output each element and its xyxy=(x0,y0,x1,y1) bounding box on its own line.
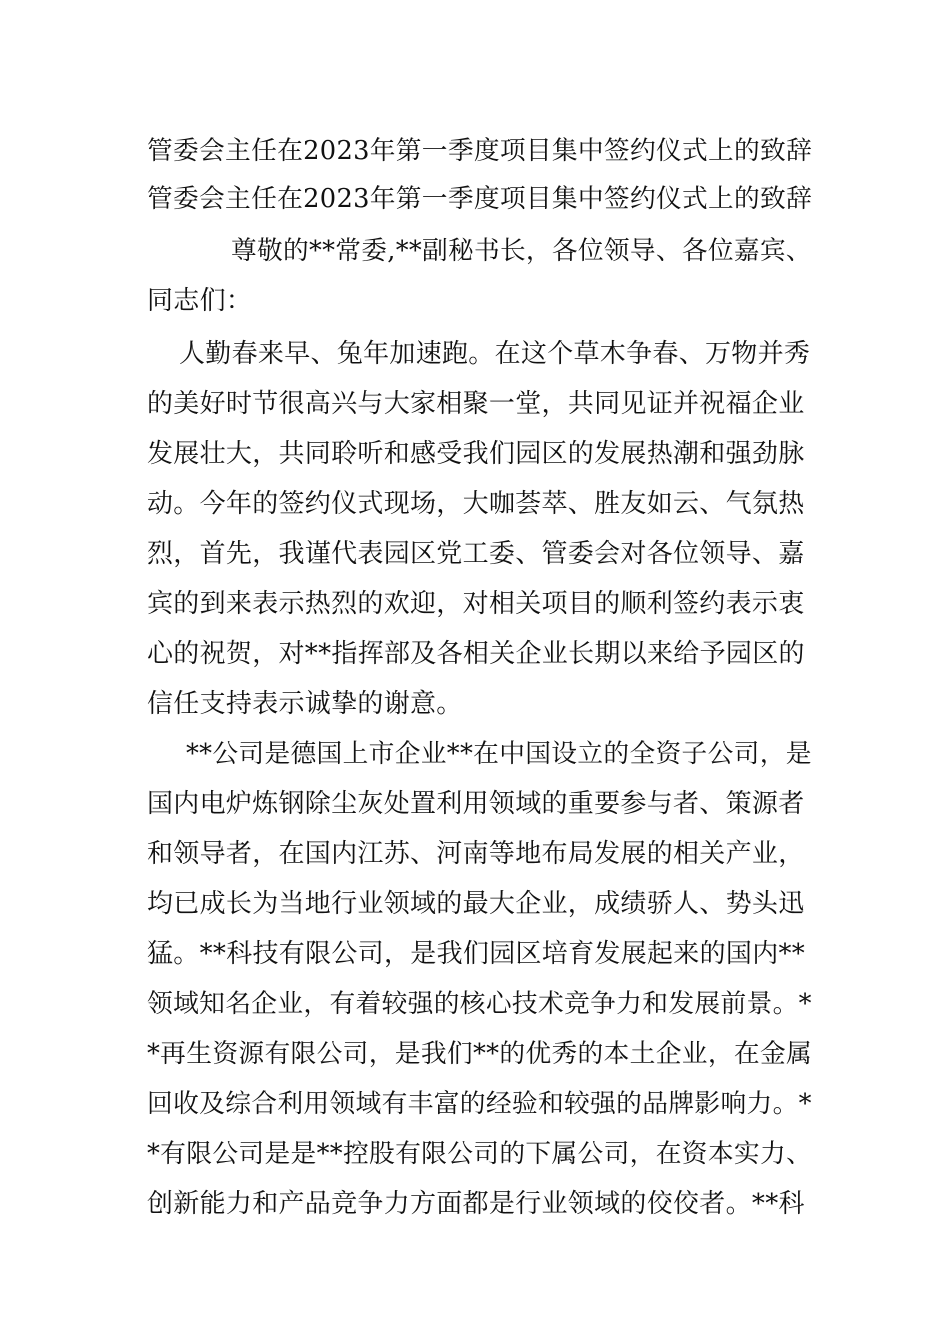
paragraph-line: *再生资源有限公司，是我们**的优秀的本土企业，在金属 xyxy=(147,1039,813,1069)
paragraph-line: 烈，首先，我谨代表园区党工委、管委会对各位领导、嘉 xyxy=(147,539,805,569)
document-title: 管委会主任在2023年第一季度项目集中签约仪式上的致辞 xyxy=(147,136,813,166)
greeting-line: 尊敬的**常委,**副秘书长，各位领导、各位嘉宾、 xyxy=(231,236,812,266)
paragraph-line: 宾的到来表示热烈的欢迎，对相关项目的顺利签约表示衷 xyxy=(147,589,805,619)
greeting-line: 同志们： xyxy=(147,286,253,316)
paragraph-line: 动。今年的签约仪式现场，大咖荟萃、胜友如云、气氛热 xyxy=(147,489,805,519)
paragraph-line: 回收及综合利用领域有丰富的经验和较强的品牌影响力。* xyxy=(147,1089,812,1119)
paragraph-line: 人勤春来早、兔年加速跑。在这个草木争春、万物并秀 xyxy=(179,339,811,369)
paragraph-line: 的美好时节很高兴与大家相聚一堂，共同见证并祝福企业 xyxy=(147,389,805,419)
paragraph-line: 猛。**科技有限公司，是我们园区培育发展起来的国内** xyxy=(147,939,806,969)
paragraph-line: 信任支持表示诚挚的谢意。 xyxy=(147,689,463,719)
document-title-repeat: 管委会主任在2023年第一季度项目集中签约仪式上的致辞 xyxy=(147,184,813,214)
paragraph-line: 和领导者，在国内江苏、河南等地布局发展的相关产业， xyxy=(147,839,805,869)
paragraph-line: 国内电炉炼钢除尘灰处置利用领域的重要参与者、策源者 xyxy=(147,789,805,819)
paragraph-line: 创新能力和产品竞争力方面都是行业领域的佼佼者。**科 xyxy=(147,1189,805,1219)
paragraph-line: 均已成长为当地行业领域的最大企业，成绩骄人、势头迅 xyxy=(147,889,805,919)
paragraph-line: 领域知名企业，有着较强的核心技术竞争力和发展前景。* xyxy=(147,989,812,1019)
paragraph-line: *有限公司是是**控股有限公司的下属公司，在资本实力、 xyxy=(147,1139,813,1169)
paragraph-line: 发展壮大，共同聆听和感受我们园区的发展热潮和强劲脉 xyxy=(147,439,805,469)
paragraph-line: 心的祝贺，对**指挥部及各相关企业长期以来给予园区的 xyxy=(147,639,805,669)
paragraph-line: **公司是德国上市企业**在中国设立的全资子公司，是 xyxy=(186,739,812,769)
